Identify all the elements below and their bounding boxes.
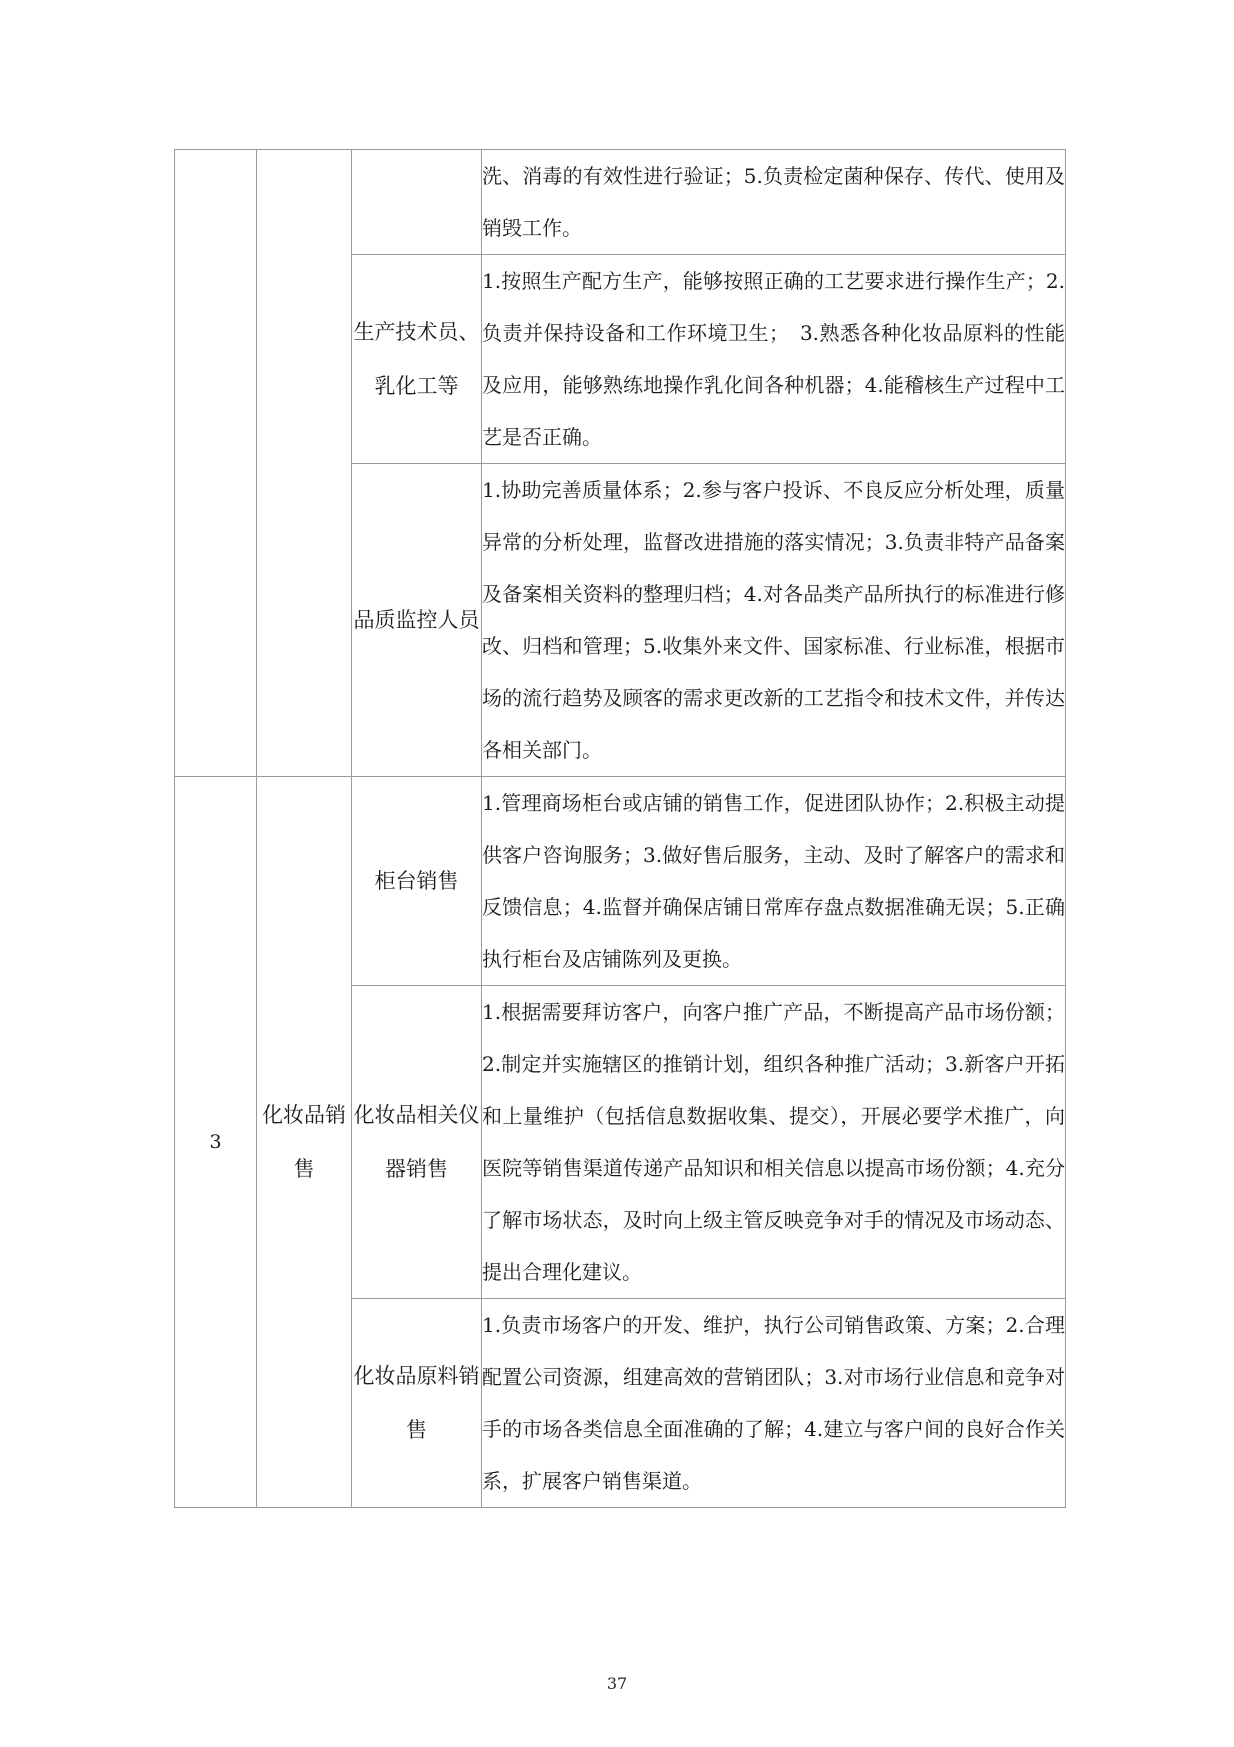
category-cell: [257, 150, 352, 777]
row-number-cell: [175, 150, 257, 777]
position-cell: [352, 150, 482, 255]
page-number: 37: [606, 1674, 628, 1693]
duties-cell: 1.根据需要拜访客户，向客户推广产品，不断提高产品市场份额；2.制定并实施辖区的推销计划，组织各种推广活动；3.新客户开拓和上量维护（包括信息数据收集、提交），开展必要学术推广，向医院等销售渠道传递产品知识和相关信息以提高市场份额；4.充分了解市场状态，及时向上级主管反映竞争对手的情况及市场动态、提出合理化建议。: [482, 986, 1066, 1299]
duties-cell: 洗、消毒的有效性进行验证；5.负责检定菌种保存、传代、使用及销毁工作。: [482, 150, 1066, 255]
duties-cell: 1.按照生产配方生产，能够按照正确的工艺要求进行操作生产；2.负责并保持设备和工作环境卫生； 3.熟悉各种化妆品原料的性能及应用，能够熟练地操作乳化间各种机器；4.能稽核生产过程中工艺是否正确。: [482, 255, 1066, 464]
table-row: [175, 777, 1066, 986]
category-cell: 化妆品销售: [257, 777, 352, 1508]
position-cell: 化妆品原料销售: [352, 1299, 482, 1508]
duties-cell: 1.协助完善质量体系；2.参与客户投诉、不良反应分析处理，质量异常的分析处理，监督改进措施的落实情况；3.负责非特产品备案及备案相关资料的整理归档；4.对各品类产品所执行的标准进行修改、归档和管理；5.收集外来文件、国家标准、行业标准，根据市场的流行趋势及顾客的需求更改新的工艺指令和技术文件，并传达各相关部门。: [482, 464, 1066, 777]
row-number-cell: 3: [175, 777, 257, 1508]
table-row: [175, 150, 1066, 255]
position-cell: 生产技术员、乳化工等: [352, 255, 482, 464]
duties-cell: 1.管理商场柜台或店铺的销售工作，促进团队协作；2.积极主动提供客户咨询服务；3.做好售后服务，主动、及时了解客户的需求和反馈信息；4.监督并确保店铺日常库存盘点数据准确无误；5.正确执行柜台及店铺陈列及更换。: [482, 777, 1066, 986]
job-duties-table: [174, 149, 1066, 1508]
position-cell: 品质监控人员: [352, 464, 482, 777]
position-cell: 柜台销售: [352, 777, 482, 986]
duties-cell: 1.负责市场客户的开发、维护，执行公司销售政策、方案；2.合理配置公司资源，组建高效的营销团队；3.对市场行业信息和竞争对手的市场各类信息全面准确的了解；4.建立与客户间的良好合作关系，扩展客户销售渠道。: [482, 1299, 1066, 1508]
position-cell: 化妆品相关仪器销售: [352, 986, 482, 1299]
